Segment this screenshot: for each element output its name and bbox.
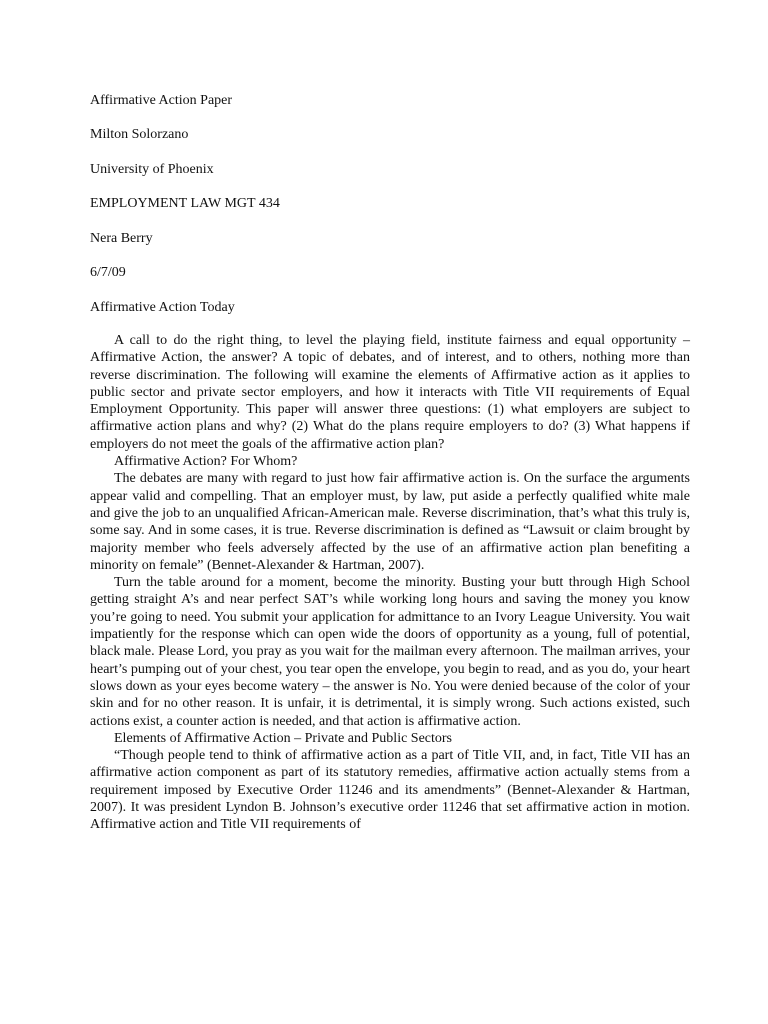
paper-title: Affirmative Action Paper [90, 93, 233, 108]
course-name: EMPLOYMENT LAW MGT 434 [90, 196, 280, 211]
intro-paragraph: A call to do the right thing, to level the playing field, institute fairness and equal opportunity – Affirmative Action, the answer? A topic of debates, and of interest, and to others, nothing more than reverse discrimination. The following will examine the elements of Affirmative action as it applies to public sector and private sector employers, and how it interacts with Title VII requirements of Equal Employment Opportunity. This paper will answer three questions: (1) what employers are subject to affirmative action plans and why? (2) What do the plans require employers to do? (3) What happens if employers do not meet the goals of the affirmative action plan? [90, 333, 690, 452]
section-title: Affirmative Action Today [90, 300, 235, 315]
paper-date: 6/7/09 [90, 265, 126, 280]
author-name: Milton Solorzano [90, 127, 189, 142]
subheading-elements: Elements of Affirmative Action – Private and Public Sectors [114, 730, 453, 746]
subheading-for-whom: Affirmative Action? For Whom? [114, 454, 298, 470]
debate-paragraph: The debates are many with regard to just how fair affirmative action is. On the surface the arguments appear valid and compelling. That an employer must, by law, put aside a perfectly qualified white male and give the job to an unqualified African-American male. Reverse discrimination, that’s what this truly is, some say. And in some cases, it is true. Reverse discrimination is defined as “Lawsuit or claim brought by majority member who feels adversely affected by the use of an affirmative action plan benefiting a minority on female” (Bennet-Alexander & Hartman, 2007). [90, 471, 690, 573]
instructor-name: Nera Berry [90, 231, 153, 246]
executive-order-paragraph: “Though people tend to think of affirmative action as a part of Title VII, and, in fact, Title VII has an affirmative action component as part of its statutory remedies, affirmative action actually stems from a requirement imposed by Executive Order 11246 and its amendments” (Bennet-Alexander & Hartman, 2007). It was president Lyndon B. Johnson’s executive order 11246 that set affirmative action in motion. Affirmative action and Title VII requirements of [90, 748, 690, 833]
institution: University of Phoenix [90, 162, 214, 177]
body-text [90, 332, 690, 834]
minority-paragraph: Turn the table around for a moment, become the minority. Busting your butt through High School getting straight A’s and near perfect SAT’s while working long hours and saving the money you know you’re going to need. You submit your application for admittance to an Ivory League University. You wait impatiently for the response which can open wide the doors of opportunity as a young, full of potential, black male. Please Lord, you pray as you wait for the mailman every afternoon. The mailman arrives, your heart’s pumping out of your chest, you tear open the envelope, you begin to read, and as you do, your heart slows down as your eyes become watery – the answer is No. You were denied because of the color of your skin and for no other reason. It is unfair, it is detrimental, it is simply wrong. Such actions existed, such actions exist, a counter action is needed, and that action is affirmative action. [90, 575, 690, 729]
